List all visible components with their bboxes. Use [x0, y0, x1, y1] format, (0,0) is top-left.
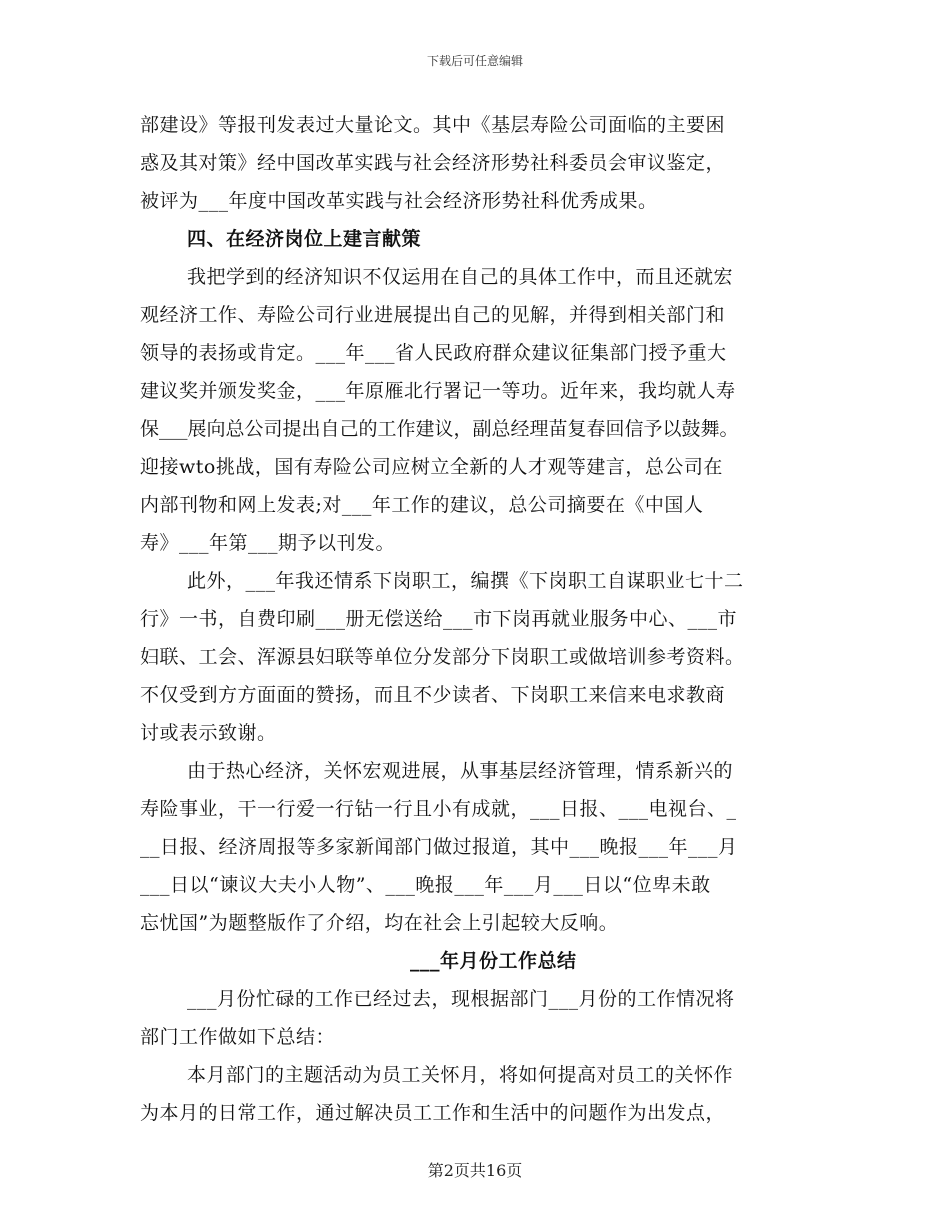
body-line: 妇联、工会、浑源县妇联等单位分发部分下岗职工或做培训参考资料。	[140, 646, 745, 668]
body-line: 领导的表扬或肯定。___年___省人民政府群众建议征集部门授予重大	[140, 342, 727, 364]
body-line: 观经济工作、寿险公司行业进展提出自己的见解，并得到相关部门和	[140, 304, 726, 326]
body-line: 惑及其对策》经中国改革实践与社会经济形势社科委员会审议鉴定，	[140, 152, 726, 174]
body-line: ___月份忙碌的工作已经过去，现根据部门___月份的工作情况将	[187, 988, 735, 1010]
body-line: 寿》___年第___期予以刊发。	[140, 532, 396, 554]
body-line: 部门工作做如下总结：	[140, 1026, 336, 1048]
body-line: 建议奖并颁发奖金，___年原雁北行署记一等功。近年来，我均就人寿	[140, 380, 736, 402]
body-line: 部建设》等报刊发表过大量论文。其中《基层寿险公司面临的主要困	[140, 114, 726, 136]
body-line: 本月部门的主题活动为员工关怀月，将如何提高对员工的关怀作	[187, 1064, 734, 1086]
body-line: 寿险事业，干一行爱一行钻一行且小有成就，___日报、___电视台、_	[140, 798, 737, 820]
section-heading: 四、在经济岗位上建言献策	[187, 228, 422, 250]
body-line: ___日以“谏议大夫小人物”、___晚报___年___月___日以“位卑未敢	[140, 874, 711, 896]
body-line: 迎接wto挑战，国有寿险公司应树立全新的人才观等建言，总公司在	[140, 456, 723, 478]
body-line: 不仅受到方方面面的赞扬，而且不少读者、下岗职工来信来电求教商	[140, 684, 726, 706]
body-line: 内部刊物和网上发表;对___年工作的建议，总公司摘要在《中国人	[140, 494, 704, 516]
page-header: 下载后可任意编辑	[426, 54, 523, 68]
body-line: 为本月的日常工作，通过解决员工工作和生活中的问题作为出发点，	[140, 1102, 726, 1124]
body-line: 由于热心经济，关怀宏观进展，从事基层经济管理，情系新兴的	[187, 760, 734, 782]
page-footer: 第2页共16页	[427, 1161, 523, 1180]
body-line: 保___展向总公司提出自己的工作建议，副总经理苗复春回信予以鼓舞。	[140, 418, 739, 440]
document-title: ___年月份工作总结	[410, 950, 577, 972]
body-line: 讨或表示致谢。	[140, 722, 277, 744]
body-line: 我把学到的经济知识不仅运用在自己的具体工作中，而且还就宏	[187, 266, 734, 288]
body-line: __日报、经济周报等多家新闻部门做过报道，其中___晚报___年___月	[140, 836, 738, 858]
body-line: 被评为___年度中国改革实践与社会经济形势社科优秀成果。	[140, 190, 658, 212]
body-line: 此外，___年我还情系下岗职工，编撰《下岗职工自谋职业七十二	[187, 570, 744, 592]
body-line: 忘忧国”为题整版作了介绍，均在社会上引起较大反响。	[140, 912, 619, 934]
body-line: 行》一书，自费印刷___册无偿送给___市下岗再就业服务中心、___市	[140, 608, 738, 630]
